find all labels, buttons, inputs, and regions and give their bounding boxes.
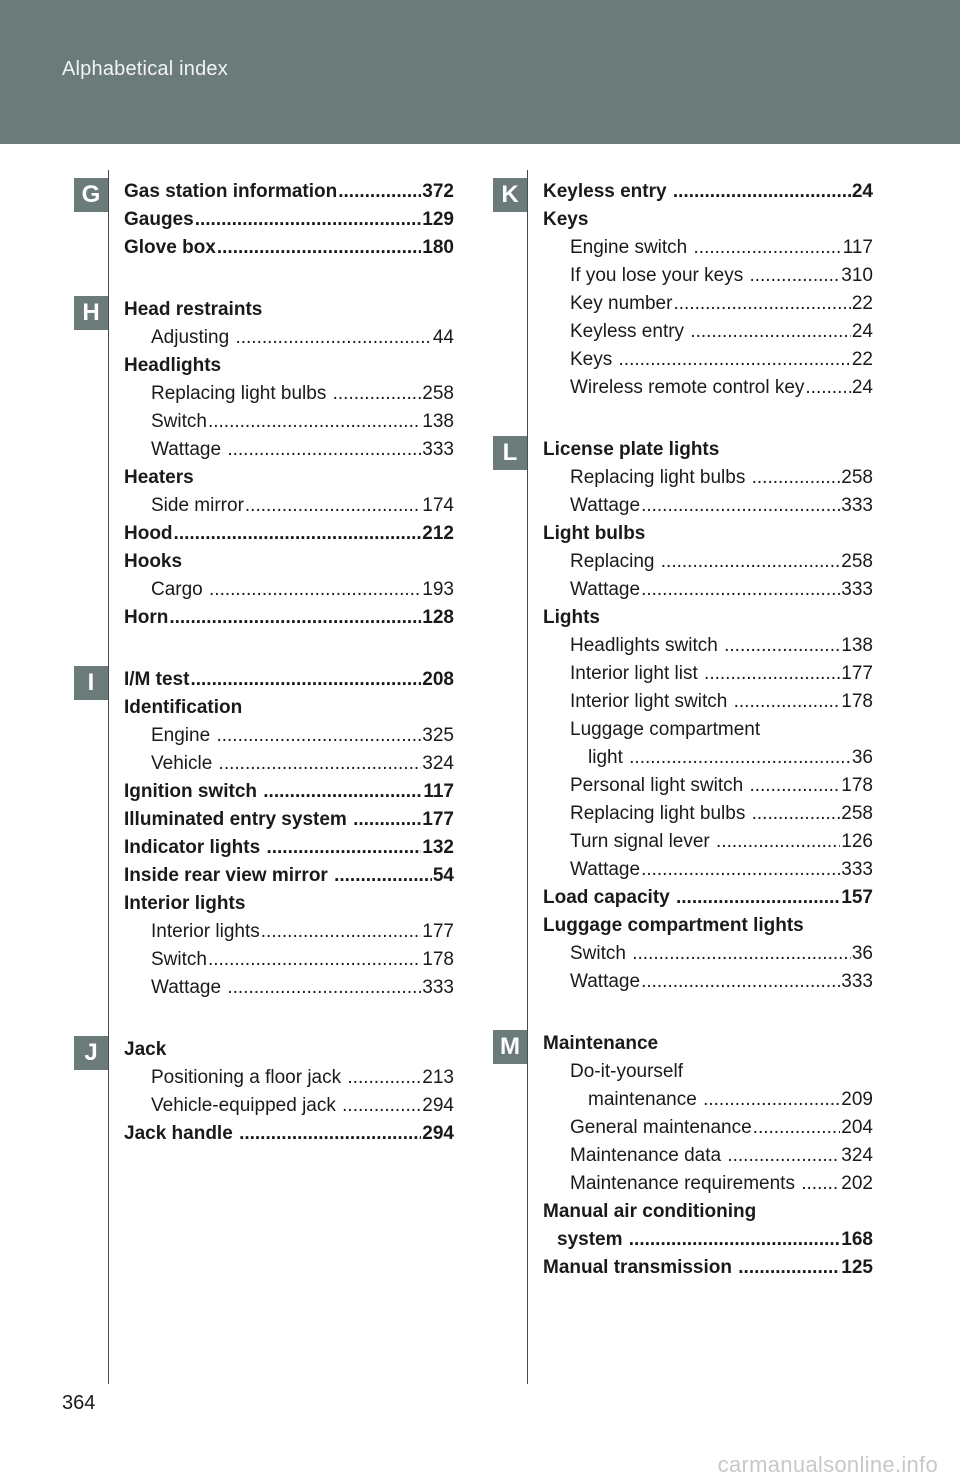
entry-page-number: 258 (841, 803, 873, 824)
leader-dots (752, 464, 841, 492)
section-letter-tab: H (74, 296, 108, 330)
entry-label: Gas station information (124, 181, 338, 202)
leader-dots (227, 436, 421, 464)
entry-label: Maintenance (543, 1033, 659, 1054)
index-entry (543, 346, 873, 374)
leader-dots (641, 968, 840, 996)
entry-label: Positioning a floor jack (151, 1067, 347, 1088)
section-letter-tab: M (493, 1030, 527, 1064)
entry-page-number: 177 (422, 809, 454, 830)
index-entry (543, 1058, 873, 1086)
index-entry (124, 1092, 454, 1120)
index-entries (124, 178, 454, 262)
entry-page-number: 24 (851, 321, 873, 342)
index-entry (543, 716, 873, 744)
index-section-i (74, 666, 454, 1002)
leader-dots (169, 604, 421, 632)
entry-page-number: 44 (432, 327, 454, 348)
entry-label: Interior lights (124, 893, 246, 914)
entry-label: Vehicle-equipped jack (151, 1095, 342, 1116)
index-section-l (493, 436, 873, 996)
index-entry (124, 352, 454, 380)
entry-label: Switch (151, 949, 207, 970)
index-entry (543, 1030, 873, 1058)
leader-dots (353, 806, 421, 834)
entry-page-number: 325 (422, 725, 454, 746)
entry-label: General maintenance (570, 1117, 752, 1138)
leader-dots (752, 800, 841, 828)
index-entry (124, 436, 454, 464)
entry-page-number: 294 (422, 1123, 454, 1144)
index-entries (124, 296, 454, 632)
entry-page-number: 333 (422, 439, 454, 460)
index-entry (124, 548, 454, 576)
entry-page-number: 333 (841, 579, 873, 600)
index-entry (543, 828, 873, 856)
leader-dots (690, 318, 851, 346)
index-entry (124, 296, 454, 324)
index-entry (543, 884, 873, 912)
entry-label: If you lose your keys (570, 265, 749, 286)
entry-label: light (588, 747, 629, 768)
leader-dots (227, 974, 421, 1002)
entry-page-number: 324 (841, 1145, 873, 1166)
index-entries (124, 666, 454, 1002)
leader-dots (190, 666, 421, 694)
index-section-m (493, 1030, 873, 1282)
leader-dots (174, 520, 422, 548)
entry-page-number: 117 (423, 781, 454, 802)
index-entry (543, 374, 873, 402)
leader-dots (619, 346, 851, 374)
leader-dots (209, 576, 421, 604)
entry-label: License plate lights (543, 439, 720, 460)
entry-page-number: 333 (841, 859, 873, 880)
leader-dots (263, 778, 422, 806)
index-entry (543, 856, 873, 884)
leader-dots (676, 884, 840, 912)
entry-label: Interior light switch (570, 691, 733, 712)
index-entry (124, 1064, 454, 1092)
index-entry (543, 436, 873, 464)
index-entry (124, 408, 454, 436)
index-entry (124, 946, 454, 974)
leader-dots (734, 688, 841, 716)
entry-page-number: 168 (841, 1229, 873, 1250)
entry-label: Do-it-yourself (570, 1061, 683, 1082)
index-section-j (74, 1036, 454, 1148)
leader-dots (216, 722, 421, 750)
leader-dots (641, 492, 840, 520)
entry-label: Heaters (124, 467, 194, 488)
leader-dots (801, 1170, 840, 1198)
entry-label: maintenance (588, 1089, 703, 1110)
entry-page-number: 209 (841, 1089, 873, 1110)
entry-label: Replacing (570, 551, 660, 572)
leader-dots (641, 856, 840, 884)
entry-page-number: 157 (841, 887, 873, 908)
header-title: Alphabetical index (62, 58, 228, 80)
leader-dots (342, 1092, 421, 1120)
leader-dots (195, 206, 422, 234)
entry-page-number: 178 (841, 691, 873, 712)
index-entry (124, 178, 454, 206)
entry-label: Glove box (124, 237, 216, 258)
leader-dots (661, 548, 841, 576)
leader-dots (703, 1086, 840, 1114)
index-entry (124, 778, 454, 806)
entry-label: Engine switch (570, 237, 693, 258)
index-entries (124, 1036, 454, 1148)
entry-page-number: 178 (841, 775, 873, 796)
index-section-k (493, 178, 873, 402)
index-entry (124, 750, 454, 778)
watermark: carmanualsonline.info (717, 1452, 938, 1477)
entry-label: Wattage (570, 495, 641, 516)
entry-page-number: 204 (841, 1117, 873, 1138)
entry-label: Light bulbs (543, 523, 646, 544)
entry-page-number: 178 (422, 949, 454, 970)
leader-dots (749, 262, 840, 290)
leader-dots (245, 492, 421, 520)
index-entry (124, 694, 454, 722)
index-entry (124, 604, 454, 632)
entry-page-number: 208 (422, 669, 454, 690)
entry-label: Ignition switch (124, 781, 263, 802)
leader-dots (629, 744, 851, 772)
index-entry (543, 262, 873, 290)
entry-label: Gauges (124, 209, 194, 230)
entry-label: Headlights switch (570, 635, 724, 656)
entry-label: Wattage (570, 859, 641, 880)
entry-label: Jack (124, 1039, 167, 1060)
leader-dots (629, 1226, 841, 1254)
index-entry (124, 576, 454, 604)
leader-dots (333, 380, 422, 408)
index-entry (543, 1198, 873, 1226)
index-entries (543, 1030, 873, 1282)
leader-dots (347, 1064, 421, 1092)
index-entry (543, 660, 873, 688)
page-header (0, 0, 960, 144)
index-entry (543, 800, 873, 828)
entry-label: Head restraints (124, 299, 263, 320)
index-section-g (74, 178, 454, 262)
entry-label: Keyless entry (570, 321, 690, 342)
entry-page-number: 126 (841, 831, 873, 852)
index-entry (543, 178, 873, 206)
entry-label: Keys (543, 209, 589, 230)
section-letter-tab: J (74, 1036, 108, 1070)
entry-page-number: 22 (851, 349, 873, 370)
index-entry (543, 234, 873, 262)
entry-page-number: 24 (851, 377, 873, 398)
index-entry (543, 632, 873, 660)
index-section-h (74, 296, 454, 632)
index-entry (543, 744, 873, 772)
entry-page-number: 193 (422, 579, 454, 600)
entry-page-number: 333 (841, 971, 873, 992)
leader-dots (261, 918, 422, 946)
entry-label: Replacing light bulbs (570, 803, 751, 824)
index-entry (543, 1170, 873, 1198)
index-entry (543, 688, 873, 716)
index-entry (124, 974, 454, 1002)
entry-label: Indicator lights (124, 837, 266, 858)
index-entry (543, 1254, 873, 1282)
entry-page-number: 180 (422, 237, 454, 258)
leader-dots (724, 632, 840, 660)
index-entry (543, 464, 873, 492)
index-entry (124, 520, 454, 548)
entry-label: Lights (543, 607, 600, 628)
entry-page-number: 22 (851, 293, 873, 314)
index-column-right (493, 178, 873, 1282)
entry-page-number: 36 (851, 943, 873, 964)
index-entry (543, 912, 873, 940)
index-entries (543, 436, 873, 996)
leader-dots (641, 576, 840, 604)
entry-label: Manual transmission (543, 1257, 738, 1278)
entry-label: Interior lights (151, 921, 260, 942)
entry-label: Jack handle (124, 1123, 239, 1144)
index-entry (543, 206, 873, 234)
entry-label: Wattage (151, 439, 227, 460)
index-entry (124, 722, 454, 750)
index-entry (543, 1142, 873, 1170)
leader-dots (749, 772, 840, 800)
entry-page-number: 310 (841, 265, 873, 286)
index-entry (124, 464, 454, 492)
index-entry (543, 290, 873, 318)
index-entry (543, 318, 873, 346)
entry-page-number: 132 (422, 837, 454, 858)
index-entry (543, 1226, 873, 1254)
entry-label: Switch (570, 943, 632, 964)
index-entry (124, 666, 454, 694)
index-entry (124, 806, 454, 834)
entry-label: Replacing light bulbs (151, 383, 332, 404)
leader-dots (266, 834, 421, 862)
index-entry (124, 380, 454, 408)
entry-page-number: 333 (422, 977, 454, 998)
entry-label: Side mirror (151, 495, 244, 516)
entry-label: Identification (124, 697, 243, 718)
entry-label: Wattage (151, 977, 227, 998)
leader-dots (338, 178, 421, 206)
entry-label: Luggage compartment (570, 719, 761, 740)
entry-page-number: 125 (841, 1257, 873, 1278)
entry-label: Maintenance data (570, 1145, 727, 1166)
leader-dots (217, 234, 421, 262)
entry-label: I/M test (124, 669, 190, 690)
entry-page-number: 54 (432, 865, 454, 886)
entry-page-number: 174 (422, 495, 454, 516)
entry-page-number: 294 (422, 1095, 454, 1116)
index-entry (124, 1036, 454, 1064)
entry-page-number: 129 (422, 209, 454, 230)
index-entry (543, 1086, 873, 1114)
entry-label: Key number (570, 293, 673, 314)
entry-label: Hooks (124, 551, 183, 572)
entry-page-number: 258 (841, 551, 873, 572)
leader-dots (727, 1142, 840, 1170)
leader-dots (632, 940, 851, 968)
entry-label: Adjusting (151, 327, 235, 348)
entry-label: Wattage (570, 971, 641, 992)
index-entry (543, 548, 873, 576)
index-entries (543, 178, 873, 402)
leader-dots (694, 234, 842, 262)
leader-dots (673, 290, 850, 318)
entry-label: Load capacity (543, 887, 675, 908)
index-entry (124, 834, 454, 862)
entry-page-number: 138 (841, 635, 873, 656)
leader-dots (208, 946, 421, 974)
leader-dots (673, 178, 851, 206)
entry-label: Headlights (124, 355, 222, 376)
entry-page-number: 24 (851, 181, 873, 202)
index-entry (124, 206, 454, 234)
entry-label: Horn (124, 607, 169, 628)
section-letter-tab: L (493, 436, 527, 470)
entry-page-number: 177 (422, 921, 454, 942)
entry-label: Switch (151, 411, 207, 432)
leader-dots (738, 1254, 840, 1282)
entry-page-number: 258 (841, 467, 873, 488)
index-entry (543, 1114, 873, 1142)
entry-label: Maintenance requirements (570, 1173, 801, 1194)
entry-page-number: 202 (841, 1173, 873, 1194)
index-entry (543, 492, 873, 520)
entry-label: Hood (124, 523, 173, 544)
entry-label: Illuminated entry system (124, 809, 353, 830)
entry-label: Luggage compartment lights (543, 915, 804, 936)
entry-label: Wireless remote control key (570, 377, 805, 398)
entry-page-number: 128 (422, 607, 454, 628)
index-entry (124, 918, 454, 946)
entry-label: Inside rear view mirror (124, 865, 334, 886)
index-entry (124, 862, 454, 890)
section-letter-tab: I (74, 666, 108, 700)
entry-label: Vehicle (151, 753, 218, 774)
index-entry (543, 968, 873, 996)
section-letter-tab: G (74, 178, 108, 212)
leader-dots (753, 1114, 841, 1142)
entry-page-number: 324 (422, 753, 454, 774)
entry-page-number: 258 (422, 383, 454, 404)
leader-dots (235, 324, 431, 352)
index-entry (124, 492, 454, 520)
entry-label: Replacing light bulbs (570, 467, 751, 488)
index-entry (543, 520, 873, 548)
page-number: 364 (62, 1392, 96, 1414)
index-entry (124, 324, 454, 352)
entry-page-number: 213 (422, 1067, 454, 1088)
index-entry (543, 604, 873, 632)
leader-dots (334, 862, 432, 890)
entry-page-number: 36 (851, 747, 873, 768)
entry-page-number: 177 (841, 663, 873, 684)
entry-label: Keys (570, 349, 618, 370)
index-entry (543, 940, 873, 968)
leader-dots (704, 660, 840, 688)
entry-page-number: 212 (422, 523, 454, 544)
entry-label: Turn signal lever (570, 831, 716, 852)
entry-label: Wattage (570, 579, 641, 600)
index-entry (543, 576, 873, 604)
index-entry (124, 890, 454, 918)
entry-label: system (557, 1229, 628, 1250)
entry-label: Personal light switch (570, 775, 749, 796)
entry-label: Cargo (151, 579, 209, 600)
index-entry (124, 234, 454, 262)
leader-dots (805, 374, 850, 402)
index-column-left (74, 178, 454, 1148)
entry-label: Manual air conditioning (543, 1201, 757, 1222)
leader-dots (208, 408, 421, 436)
index-entry (543, 772, 873, 800)
leader-dots (239, 1120, 421, 1148)
entry-label: Keyless entry (543, 181, 672, 202)
entry-page-number: 117 (842, 237, 873, 258)
index-entry (124, 1120, 454, 1148)
entry-label: Interior light list (570, 663, 704, 684)
entry-page-number: 333 (841, 495, 873, 516)
leader-dots (716, 828, 840, 856)
entry-page-number: 372 (422, 181, 454, 202)
entry-page-number: 138 (422, 411, 454, 432)
leader-dots (219, 750, 422, 778)
section-letter-tab: K (493, 178, 527, 212)
entry-label: Engine (151, 725, 216, 746)
